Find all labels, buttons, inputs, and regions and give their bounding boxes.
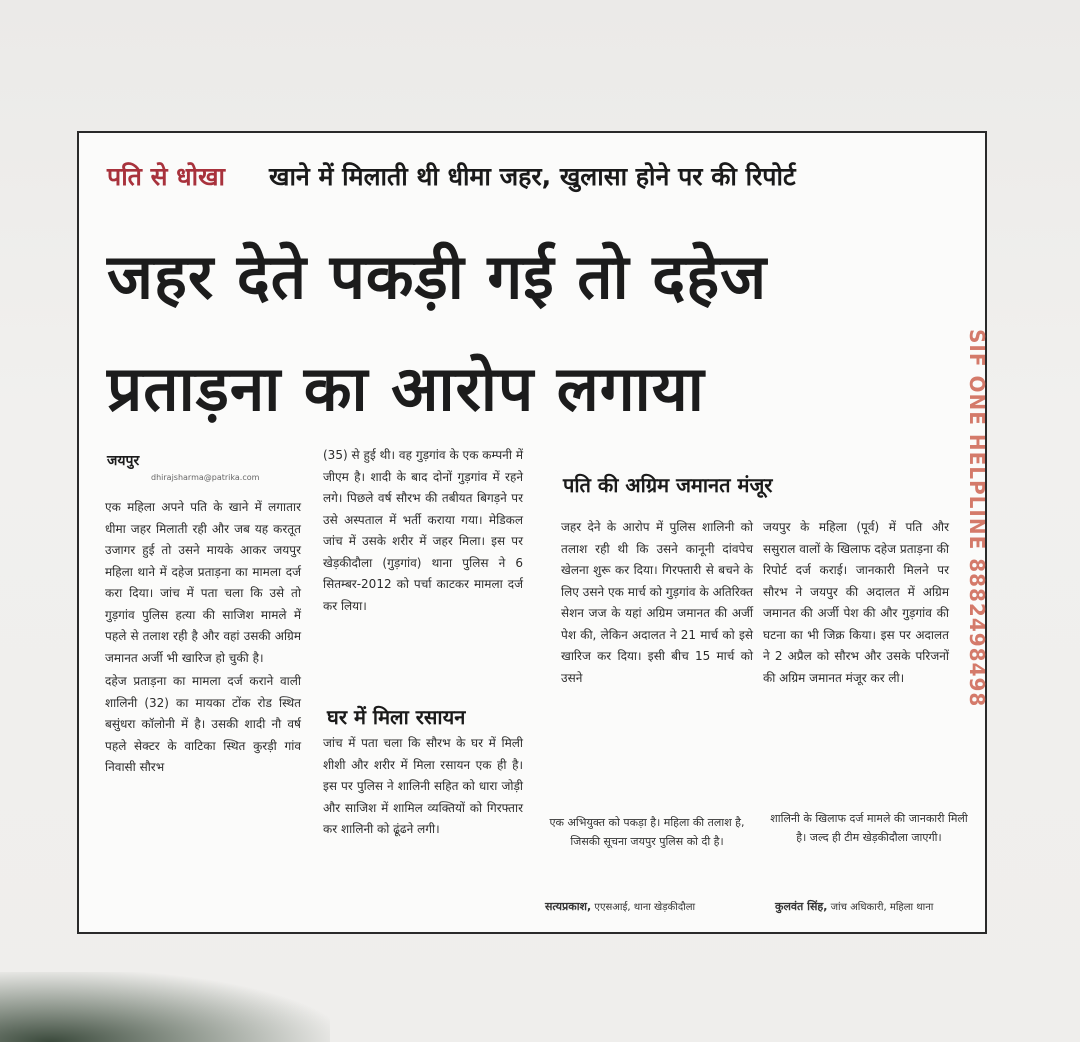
quote-1: एक अभियुक्त को पकड़ा है। महिला की तलाश है, जिसकी सूचना जयपुर पुलिस को दी है। bbox=[549, 816, 745, 848]
kicker-label: पति से धोखा bbox=[107, 162, 226, 191]
subheadline: खाने में मिलाती थी धीमा जहर, खुलासा होने पर की रिपोर्ट bbox=[269, 162, 796, 191]
column-2-lower bbox=[323, 733, 523, 843]
col2-para-1: (35) से हुई थी। वह गुड़गांव के एक कम्पनी में जीएम है। शादी के बाद दोनों गुड़गांव में रहने लगे। पिछले वर्ष सौरभ की तबीयत बिगड़ने पर उसे अस्पताल में भर्ती कराया गया। मेडिकल जांच में उसके शरीर में जहर मिला। इस पर खेड़कीदौला (गुड़गांव) थाना पुलिस ने 6 सितम्बर-2012 को पर्चा काटकर मामला दर्ज कर लिया। bbox=[323, 448, 523, 613]
quote-2-name: कुलवंत सिंह, bbox=[775, 900, 828, 913]
camera-shadow bbox=[0, 972, 330, 1042]
quote-2-credit bbox=[775, 899, 933, 914]
box-title: पति की अग्रिम जमानत मंजूर bbox=[563, 473, 773, 497]
quote-1-role: एएसआई, थाना खेड़कीदौला bbox=[594, 902, 696, 913]
column-3 bbox=[561, 517, 753, 691]
col3-para: जहर देने के आरोप में पुलिस शालिनी को तलाश रही थी कि उसने कानूनी दांवपेच खेलना शुरू कर दिया। गिरफ्तारी से बचने के लिए उसने एक मार्च को गुड़गांव के अतिरिक्त सेशन जज के यहां अग्रिम जमानत की अर्जी पेश की, लेकिन अदालत ने 21 मार्च को इसे खारिज कर दिया। इसी बीच 15 मार्च को उसने bbox=[561, 520, 753, 685]
headline bbox=[107, 221, 927, 445]
reporter-email: dhirajsharma@patrika.com bbox=[151, 473, 260, 482]
headline-line-2: प्रताड़ना का आरोप लगाया bbox=[107, 352, 705, 425]
col1-para-2: दहेज प्रताड़ना का मामला दर्ज कराने वाली शालिनी (32) का मायका टोंक रोड स्थित बसुंधरा कॉलोनी में है। उसकी शादी नौ वर्ष पहले सेक्टर के वाटिका स्थित कुरड़ी गांव निवासी सौरभ bbox=[105, 674, 301, 774]
quote-1-name: सत्यप्रकाश, bbox=[545, 900, 592, 913]
quote-1-credit bbox=[545, 899, 695, 914]
quote-2: शालिनी के खिलाफ दर्ज मामले की जानकारी मिली है। जल्द ही टीम खेड़कीदौला जाएगी। bbox=[770, 812, 968, 844]
col4-para: जयपुर के महिला (पूर्व) में पति और ससुराल वालों के खिलाफ दहेज प्रताड़ना की रिपोर्ट दर्ज कराई। जानकारी मिलने पर सौरभ ने जयपुर की अदालत में अग्रिम जमानत की अर्जी पेश की और गुड़गांव की घटना का भी जिक्र किया। इस पर अदालत ने 2 अप्रैल को सौरभ और उसके परिजनों की अग्रिम जमानत मंजूर कर ली। bbox=[763, 520, 949, 685]
column-2 bbox=[323, 445, 523, 619]
column-1 bbox=[105, 497, 301, 781]
dateline: जयपुर bbox=[107, 453, 140, 469]
newspaper-clipping bbox=[77, 131, 987, 934]
headline-line-1: जहर देते पकड़ी गई तो दहेज bbox=[107, 240, 768, 313]
quote-2-role: जांच अधिकारी, महिला थाना bbox=[830, 902, 934, 913]
helpline-stamp: SIF ONE HELPLINE 8882498498 bbox=[965, 329, 989, 708]
col1-para-1: एक महिला अपने पति के खाने में लगातार धीमा जहर मिलाती रही और जब यह करतूत उजागर हुई तो उसने मायके आकर जयपुर महिला थाने में दहेज प्रताड़ना का मामला दर्ज करा दिया। जांच में पता चला कि उसे तो गुड़गांव पुलिस हत्या की साजिश मामले में पहले से तलाश रही है और वहां उसकी अग्रिम जमानत अर्जी भी खारिज हो चुकी है। bbox=[105, 500, 301, 665]
col2-subheading: घर में मिला रसायन bbox=[327, 705, 466, 729]
column-4 bbox=[763, 517, 949, 691]
col2-para-2: जांच में पता चला कि सौरभ के घर में मिली शीशी और शरीर में मिला रसायन एक ही है। इस पर पुलिस ने शालिनी सहित को धारा जोड़ी और साजिश में शामिल व्यक्तियों को गिरफ्तार कर शालिनी को ढूंढने लगी। bbox=[323, 736, 523, 836]
